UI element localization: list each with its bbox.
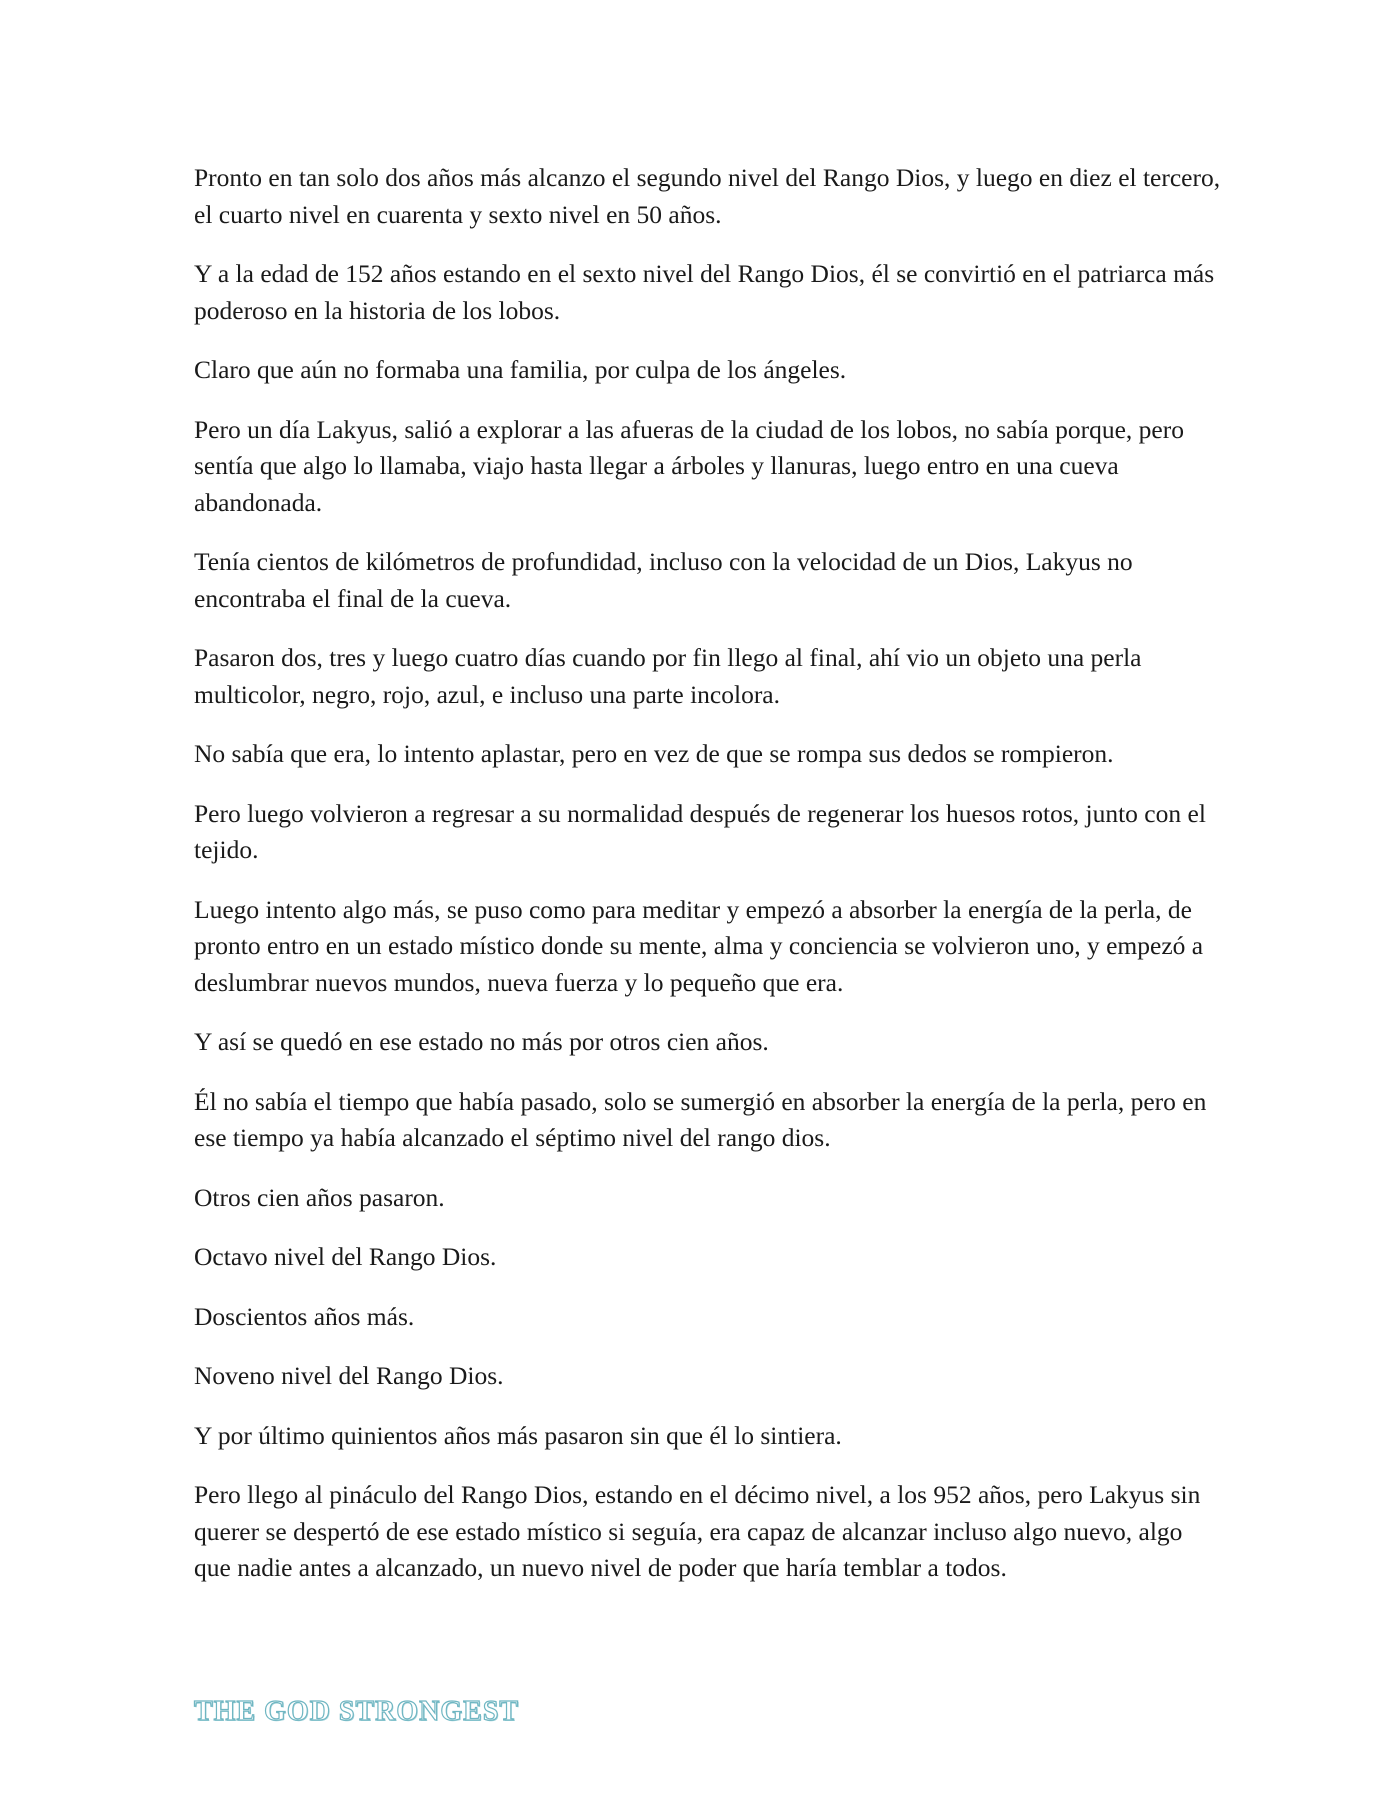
- paragraph: Tenía cientos de kilómetros de profundidad, incluso con la velocidad de un Dios, Lakyus no encontraba el final de la cueva.: [194, 547, 1133, 613]
- paragraph: Y así se quedó en ese estado no más por otros cien años.: [194, 1027, 769, 1056]
- footer-brand-watermark: THE GOD STRONGEST: [194, 1696, 520, 1727]
- paragraph: Pero llego al pináculo del Rango Dios, estando en el décimo nivel, a los 952 años, pero Lakyus sin querer se despertó de ese estado místico si seguía, era capaz de alcanzar incluso algo nuevo, algo que nadie antes a alcanzado, un nuevo nivel de poder que haría temblar a todos.: [194, 1480, 1201, 1582]
- paragraph: Luego intento algo más, se puso como para meditar y empezó a absorber la energía de la perla, de pronto entro en un estado místico donde su mente, alma y conciencia se volvieron uno, y empezó a deslumbrar nuevos mundos, nueva fuerza y lo pequeño que era.: [194, 894, 1204, 997]
- paragraph: Pasaron dos, tres y luego cuatro días cuando por fin llego al final, ahí vio un objeto una perla multicolor, negro, rojo, azul, e incluso una parte incolora.: [194, 643, 1142, 709]
- paragraph: Y por último quinientos años más pasaron sin que él lo sintiera.: [194, 1420, 842, 1450]
- paragraph: Octavo nivel del Rango Dios.: [194, 1242, 497, 1271]
- paragraph: Doscientos años más.: [194, 1301, 415, 1331]
- paragraph: Noveno nivel del Rango Dios.: [194, 1361, 504, 1390]
- paragraph: No sabía que era, lo intento aplastar, pero en vez de que se rompa sus dedos se rompieron.: [194, 739, 1114, 768]
- paragraph: Pronto en tan solo dos años más alcanzo el segundo nivel del Rango Dios, y luego en diez el tercero, el cuarto nivel en cuarenta y sexto nivel en 50 años.: [194, 163, 1221, 229]
- paragraph: Pero un día Lakyus, salió a explorar a las afueras de la ciudad de los lobos, no sabía porque, pero sentía que algo lo llamaba, viajo hasta llegar a árboles y llanuras, luego entro en una cueva abandonada.: [194, 414, 1184, 517]
- paragraph: Pero luego volvieron a regresar a su normalidad después de regenerar los huesos rotos, junto con el tejido.: [194, 798, 1206, 864]
- paragraph: Claro que aún no formaba una familia, por culpa de los ángeles.: [194, 355, 847, 384]
- paragraph: Él no sabía el tiempo que había pasado, solo se sumergió en absorber la energía de la perla, pero en ese tiempo ya había alcanzado el séptimo nivel del rango dios.: [194, 1086, 1207, 1152]
- paragraph: Otros cien años pasaron.: [194, 1182, 445, 1212]
- paragraph: Y a la edad de 152 años estando en el sexto nivel del Rango Dios, él se convirtió en el patriarca más poderoso en la historia de los lobos.: [194, 259, 1215, 325]
- document-body: [194, 160, 1224, 1610]
